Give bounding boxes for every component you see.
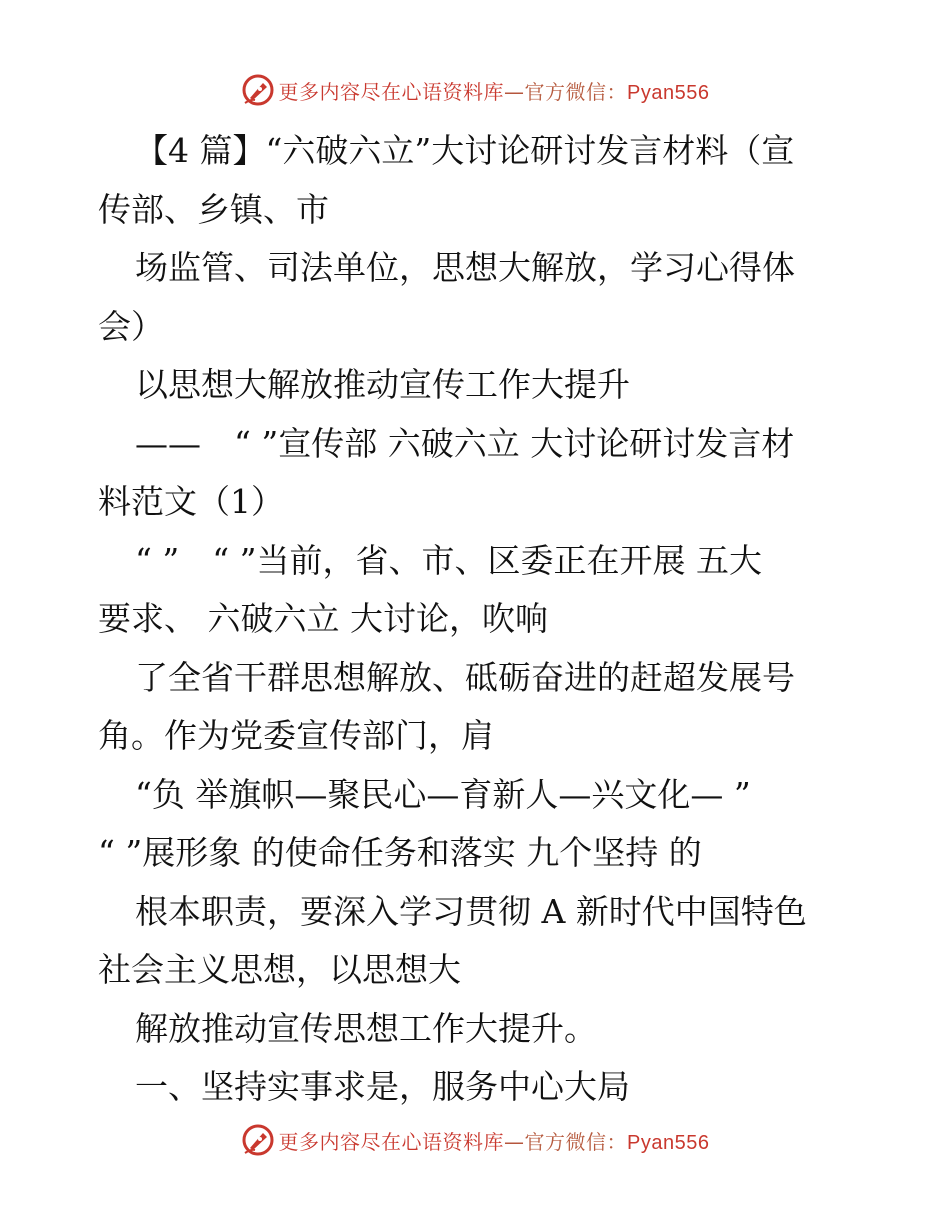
text-line: 料范文（1）: [98, 482, 284, 521]
text-line: 社会主义思想，以思想大: [98, 950, 461, 989]
text-line: 会）: [98, 306, 164, 346]
pen-nib-logo-icon: [241, 1123, 275, 1157]
watermark-text: [279, 76, 710, 105]
document-body: [98, 122, 858, 1117]
text-line: 以思想大解放推动宣传工作大提升: [135, 365, 630, 404]
text-line: 要求、 六破六立 大讨论，吹响: [98, 599, 548, 638]
watermark-wechat-id: Pyan556: [627, 1131, 710, 1154]
text-line: 传部、乡镇、市: [98, 189, 329, 229]
text-line: 场监管、司法单位，思想大解放，学习心得体: [135, 248, 795, 287]
text-line: “ ”展形象 的使命任务和落实 九个坚持 的: [98, 833, 702, 872]
text-line: 【4 篇】“六破六立”大讨论研讨发言材料（宣: [135, 131, 795, 170]
text-line: —— “ ”宣传部 六破六立 大讨论研讨发言材: [135, 423, 795, 463]
watermark-wechat-id: Pyan556: [627, 81, 710, 104]
text-line: “负 举旗帜—聚民心—育新人—兴文化— ”: [135, 774, 751, 814]
text-line: “ ” “ ”当前，省、市、区委正在开展 五大: [135, 540, 762, 580]
watermark-text: [279, 1126, 710, 1155]
footer-watermark: [0, 1120, 950, 1160]
header-watermark: [0, 70, 950, 110]
pen-nib-logo-icon: [241, 73, 275, 107]
watermark-brand: 更多内容尽在心语资料库: [278, 79, 505, 104]
text-line: 根本职责，要深入学习贯彻 A 新时代中国特色: [135, 891, 807, 931]
watermark-separator: —: [504, 1129, 525, 1154]
text-line: 一、坚持实事求是，服务中心大局: [135, 1067, 630, 1106]
watermark-wechat-label: 官方微信：: [524, 79, 628, 104]
text-line: 角。作为党委宣传部门，肩: [98, 716, 494, 755]
watermark-separator: —: [504, 79, 525, 104]
watermark-brand: 更多内容尽在心语资料库: [278, 1129, 505, 1154]
text-line: 解放推动宣传思想工作大提升。: [135, 1008, 597, 1048]
watermark-wechat-label: 官方微信：: [524, 1129, 628, 1154]
text-line: 了全省干群思想解放、砥砺奋进的赶超发展号: [135, 657, 795, 697]
